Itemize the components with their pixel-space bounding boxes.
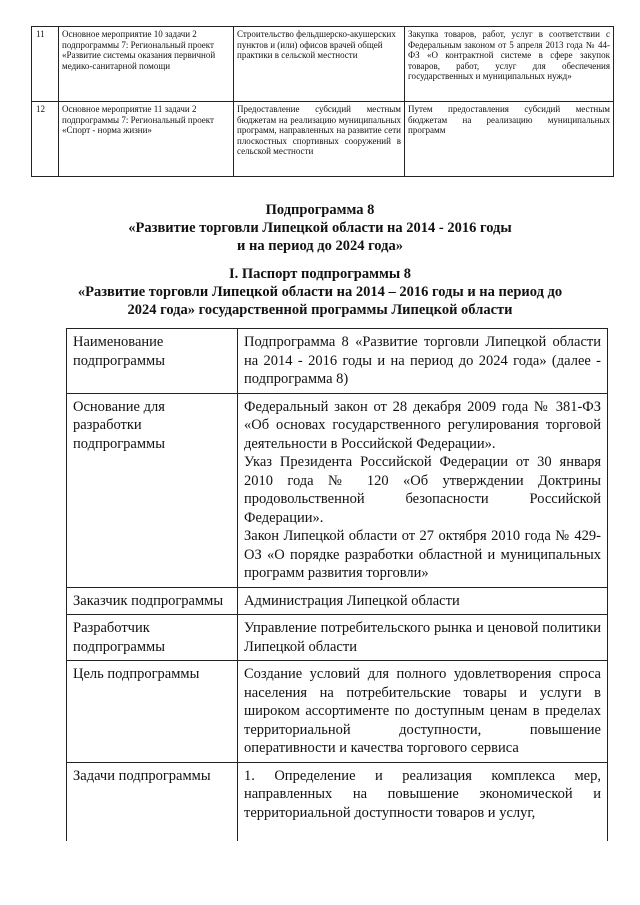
passport-table (66, 328, 608, 841)
passport-title (0, 265, 640, 319)
passport-value-paragraph: Закон Липецкой области от 27 октября 2010 года № 429-ОЗ «О порядке разработки областной и муниципальных программ развития торговли» (244, 528, 601, 581)
subprogram-title-line: Подпрограмма 8 (265, 202, 375, 218)
event-cell: Основное мероприятие 11 задачи 2 подпрограммы 7: Региональный проект «Спорт - норма жизни» (59, 102, 234, 177)
passport-value (238, 393, 608, 587)
passport-label: Разработчик подпрограммы (67, 615, 238, 661)
mechanism-cell: Путем предоставления субсидий местным бюджетам на реализацию муниципальных программ (405, 102, 614, 177)
passport-row (67, 587, 608, 615)
passport-row (67, 762, 608, 841)
passport-title-line: «Развитие торговли Липецкой области на 2014 – 2016 годы и на период до (77, 284, 563, 300)
row-number: 12 (32, 102, 59, 177)
passport-value-paragraph: Создание условий для полного удовлетворения спроса населения на потребительские товары и услуги в широком ассортименте по доступным ценам в пределах территориальной доступности, повышение оперативности и качества торгового сервиса (244, 666, 601, 756)
passport-value (238, 762, 608, 841)
measures-table (31, 26, 614, 177)
passport-row (67, 661, 608, 763)
passport-label: Цель подпрограммы (67, 661, 238, 763)
table-row (32, 102, 614, 177)
passport-row (67, 393, 608, 587)
passport-value (238, 615, 608, 661)
event-cell: Основное мероприятие 10 задачи 2 подпрограммы 7: Региональный проект «Развитие системы оказания первичной медико-санитарной помощи (59, 27, 234, 102)
passport-row (67, 615, 608, 661)
passport-value-paragraph: Федеральный закон от 28 декабря 2009 года № 381-ФЗ «Об основах государственного регулирования торговой деятельности в Российской Федерации». (244, 398, 601, 452)
passport-value-paragraph: 1. Определение и реализация комплекса мер, направленных на повышение экономической и территориальной доступности товаров и услуг, (244, 767, 601, 821)
passport-value (238, 661, 608, 763)
passport-title-line: 2024 года» государственной программы Липецкой области (127, 302, 513, 318)
passport-label: Задачи подпрограммы (67, 762, 238, 841)
passport-value-paragraph: Администрация Липецкой области (244, 592, 460, 609)
passport-label: Основание для разработки подпрограммы (67, 393, 238, 587)
passport-value-paragraph: Подпрограмма 8 «Развитие торговли Липецкой области на 2014 - 2016 годы и на период до 2024 года» (далее - подпрограмма 8) (244, 334, 601, 387)
description-cell: Предоставление субсидий местным бюджетам на реализацию муниципальных программ, направленных на развитие сети плоскостных спортивных сооружений в сельской местности (234, 102, 405, 177)
passport-value-paragraph: Указ Президента Российской Федерации от 30 января 2010 года № 120 «Об утверждении Доктрины продовольственной безопасности Российской Федерации». (244, 454, 601, 526)
subprogram-title (0, 201, 640, 255)
subprogram-title-line: и на период до 2024 года» (237, 238, 403, 254)
mechanism-cell: Закупка товаров, работ, услуг в соответствии с Федеральным законом от 5 апреля 2013 года № 44-ФЗ «О контрактной системе в сфере закупок товаров, работ, услуг для обеспечения государственных и муниципальных нужд» (405, 27, 614, 102)
passport-label: Наименование подпрограммы (67, 329, 238, 394)
description-cell: Строительство фельдшерско-акушерских пунктов и (или) офисов врачей общей практики в сельской местности (234, 27, 405, 102)
passport-row (67, 329, 608, 394)
passport-title-line: I. Паспорт подпрограммы 8 (228, 266, 412, 282)
passport-value (238, 587, 608, 615)
passport-value (238, 329, 608, 394)
passport-value-paragraph: Управление потребительского рынка и ценовой политики Липецкой области (244, 620, 601, 655)
table-row (32, 27, 614, 102)
subprogram-title-line: «Развитие торговли Липецкой области на 2014 - 2016 годы (128, 220, 512, 236)
passport-label: Заказчик подпрограммы (67, 587, 238, 615)
row-number: 11 (32, 27, 59, 102)
